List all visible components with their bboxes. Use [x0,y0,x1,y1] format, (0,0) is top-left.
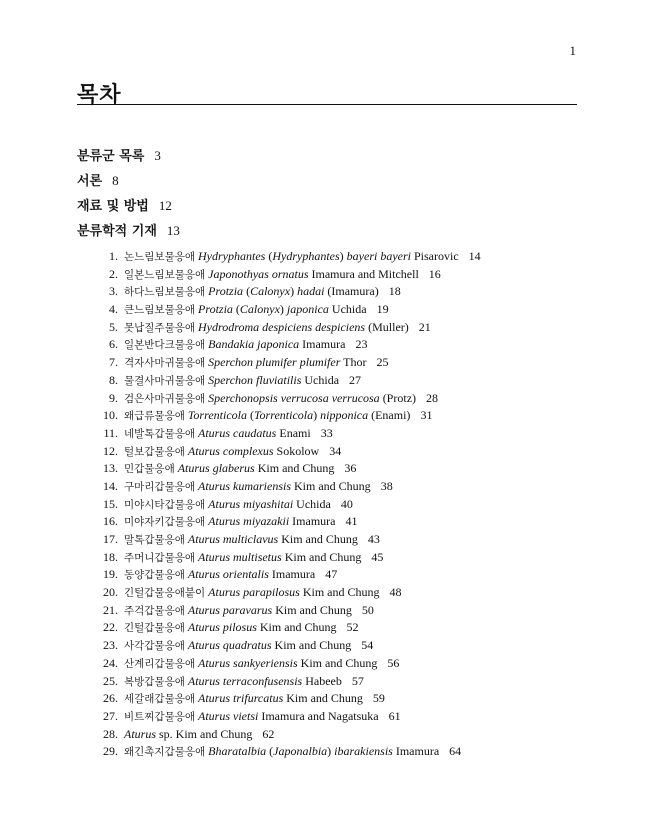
toc-entry: 3. 하다느림보물응애 Protzia (Calonyx) hadai (Imamura) 18 [96,283,481,301]
entry-number: 17. [103,532,118,546]
entry-page: 33 [320,425,333,440]
korean-name: 일본느림보물응애 [124,268,206,281]
korean-name: 미야자키갑물응애 [124,516,206,529]
korean-name: 하다느림보물응애 [124,286,206,299]
author-name: Uchida [331,302,367,317]
entry-number: 29. [103,744,118,759]
scientific-name: Hydrodroma despiciens despiciens [198,319,366,334]
toc-entry [96,372,481,390]
entry-page: 40 [340,496,353,511]
scientific-name: Hydryphantes [198,249,266,263]
toc-entry [96,478,481,496]
scientific-name: Aturus complexus [187,443,274,458]
korean-name: 못납질주물응애 [124,321,196,334]
entry-page: 34 [329,443,342,458]
toc-entry [96,690,481,708]
entry-number: 21. [103,602,118,617]
toc-entry [96,637,481,655]
subgenus-name: Japonalbia [273,744,328,759]
entry-page: 14 [468,249,481,263]
entry-page: 61 [388,708,401,723]
author-name: sp. Kim and Chung [159,726,253,741]
author-name: Enami [279,425,311,440]
entry-number: 6. [109,337,118,352]
scientific-name: Bandakia japonica [208,337,300,352]
scientific-name: Aturus multisetus [198,549,282,564]
toc-entry [96,602,481,620]
author-name: Imamura and Nagatsuka [261,708,379,723]
page-number: 1 [569,43,576,58]
korean-name: 논느림보물응애 [124,251,196,263]
author-name: Kim and Chung [259,620,337,635]
section-page: 12 [158,198,172,213]
korean-name: 긴털갑물응애 [124,622,185,635]
entry-number: 1. [109,249,118,263]
author-name: (Protz) [382,390,417,405]
species-epithet: ibarakiensis [334,744,393,759]
section-label: 재료 및 방법 [77,199,149,214]
toc-entry [96,496,481,514]
entry-page: 18 [388,284,401,299]
toc-entry [96,566,481,584]
toc-entry [96,443,481,461]
section-label: 분류학적 기재 [77,224,157,239]
scientific-name: Aturus trifurcatus [198,691,284,706]
scientific-name: Japonothyas ornatus [208,266,309,281]
toc-entry [96,513,481,531]
entry-number: 5. [109,319,118,334]
korean-name: 구마리갑물응애 [124,480,196,493]
entry-number: 12. [103,443,118,458]
korean-name: 미야시타갑물응애 [124,498,206,511]
entry-number: 10. [103,408,118,423]
author-name: Imamura [395,744,440,759]
entry-page: 28 [426,390,439,405]
entry-number: 7. [109,355,118,370]
entry-page: 38 [380,478,393,493]
species-epithet: hadai [297,284,325,299]
entry-number: 25. [103,673,118,688]
section-page: 13 [166,223,180,238]
scientific-name: Aturus kumariensis [198,478,292,493]
entry-number: 4. [109,302,118,317]
author-name: Imamura [302,337,346,352]
scientific-name: Sperchon fluviatilis [208,372,302,387]
korean-name: 물결사마귀물응애 [124,374,206,387]
author-name: Kim and Chung [286,691,363,706]
species-epithet: bayeri bayeri [346,249,411,263]
scientific-name: Torrenticola [187,408,247,423]
entry-page: 16 [428,266,441,281]
toc-entry [96,354,481,372]
section-item [77,221,180,246]
korean-name: 주걱갑물응애 [124,604,185,617]
scientific-name: Aturus quadratus [187,638,272,653]
toc-entry: 10. 왜급류물응애 Torrenticola (Torrenticola) nipponica (Enami) 31 [96,407,481,425]
toc-title: 목차 [77,83,122,108]
subgenus-name: Hydryphantes [272,249,340,263]
author-name: Imamura [271,567,316,582]
scientific-name: Aturus sankyeriensis [198,655,298,670]
section-item [77,171,180,196]
entry-page: 57 [351,673,364,688]
entry-number: 9. [109,390,118,405]
author-name: Kim and Chung [281,532,358,546]
entry-page: 21 [418,319,431,334]
entry-number: 3. [109,284,118,299]
korean-name: 비트찌갑물응애 [124,710,196,723]
scientific-name: Aturus miyashitai [208,496,294,511]
korean-name: 복방갑물응애 [124,675,185,688]
korean-name: 사각갑물응애 [124,640,185,653]
entry-page: 25 [376,355,389,370]
scientific-name: Protzia [198,302,233,317]
korean-name: 격자사마귀물응애 [124,357,206,370]
toc-entry [96,673,481,691]
scientific-name: Bharatalbia [208,744,267,759]
section-page: 3 [154,148,161,163]
entry-page: 56 [387,655,400,670]
author-name: Imamura and Mitchell [311,266,419,281]
toc-entry [96,531,481,549]
subgenus-name: Torrenticola [253,408,314,423]
entry-page: 62 [262,726,275,741]
korean-name: 동양갑물응애 [124,569,185,582]
author-name: (Imamura) [327,284,379,299]
toc-entry [96,584,481,602]
author-name: Uchida [304,372,340,387]
entry-page: 64 [449,744,462,759]
author-name: Kim and Chung [274,638,352,653]
korean-name: 말톡갑물응애 [124,534,185,546]
species-epithet: nipponica [320,408,369,423]
entry-number: 18. [103,549,118,564]
toc-entry [96,319,481,337]
species-epithet: japonica [286,302,329,317]
section-label: 서론 [77,174,103,189]
author-name: Kim and Chung [275,602,352,617]
scientific-name: Protzia [208,284,244,299]
entry-page: 50 [361,602,374,617]
author-name: (Muller) [368,319,409,334]
toc-entry: 4. 큰느림보물응애 Protzia (Calonyx) japonica Uchida 19 [96,301,481,319]
korean-name: 털보갑물응애 [124,445,185,458]
scientific-name: Aturus [124,726,157,741]
section-item [77,146,180,171]
author-name: Habeeb [305,673,342,688]
section-page: 8 [112,173,119,188]
author-name: Kim and Chung [302,585,380,600]
scientific-name: Aturus glaberus [177,461,255,476]
scientific-name: Aturus vietsi [198,708,259,723]
korean-name: 왜급류물응애 [124,410,185,423]
korean-name: 민갑물응애 [124,463,175,476]
author-name: Imamura [292,514,336,529]
entry-number: 11. [103,425,118,440]
korean-name: 왜긴촉지갑물응애 [124,746,206,759]
toc-entry: 1. 논느림보물응애 Hydryphantes (Hydryphantes) bayeri bayeri Pisarovic 14 [96,248,481,266]
toc-entry [96,549,481,567]
scientific-name: Aturus paravarus [187,602,273,617]
author-name: Kim and Chung [284,549,362,564]
entry-number: 22. [103,620,118,635]
entry-list [96,248,481,761]
scientific-name: Aturus terraconfusensis [187,673,303,688]
section-list [77,146,180,246]
toc-entry [96,726,481,744]
author-name: Thor [343,355,367,370]
scientific-name: Sperchonopsis verrucosa verrucosa [208,390,380,405]
entry-number: 19. [103,567,118,582]
entry-page: 43 [367,532,380,546]
korean-name: 큰느림보물응애 [124,304,196,317]
author-name: Uchida [296,496,331,511]
toc-entry [96,460,481,478]
subgenus-name: Calonyx [250,284,291,299]
entry-number: 20. [103,585,118,600]
korean-name: 주머니갑물응애 [124,551,196,564]
author-name: Pisarovic [413,249,459,263]
entry-number: 2. [109,266,118,281]
entry-number: 27. [103,708,118,723]
toc-entry [96,336,481,354]
entry-page: 36 [344,461,357,476]
scientific-name: Aturus caudatus [198,425,277,440]
author-name: Kim and Chung [300,655,378,670]
title-rule [77,104,577,105]
author-name: (Enami) [371,408,411,423]
entry-number: 23. [103,638,118,653]
toc-entry [96,390,481,408]
entry-page: 45 [371,549,384,564]
entry-page: 47 [325,567,338,582]
toc-entry [96,266,481,284]
entry-number: 15. [103,496,118,511]
entry-number: 24. [103,655,118,670]
scientific-name: Aturus orientalis [187,567,269,582]
scientific-name: Aturus parapilosus [208,585,300,600]
entry-page: 23 [355,337,368,352]
korean-name: 산계리갑물응애 [124,657,196,670]
entry-number: 8. [109,372,118,387]
toc-entry [96,425,481,443]
entry-page: 41 [345,514,358,529]
korean-name: 검은사마귀물응애 [124,392,206,405]
toc-entry: 29. 왜긴촉지갑물응애 Bharatalbia (Japonalbia) ibarakiensis Imamura 64 [96,743,481,761]
author-name: Sokolow [276,443,320,458]
entry-number: 14. [103,478,118,493]
entry-number: 13. [103,461,118,476]
subgenus-name: Calonyx [239,302,280,317]
korean-name: 일본반다크물응애 [124,339,206,352]
scientific-name: Aturus miyazakii [208,514,290,529]
scientific-name: Aturus pilosus [187,620,257,635]
section-label: 분류군 목록 [77,149,145,164]
entry-number: 26. [103,691,118,706]
author-name: Kim and Chung [294,478,371,493]
scientific-name: Aturus multiclavus [187,532,279,546]
entry-page: 54 [361,638,374,653]
scientific-name: Sperchon plumifer plumifer [208,355,341,370]
section-item [77,196,180,221]
entry-page: 59 [372,691,385,706]
korean-name: 세갈래갑물응애 [124,693,196,706]
korean-name: 네발톡갑물응애 [124,427,196,440]
korean-name: 긴털갑물응애붙이 [124,587,206,600]
toc-entry [96,655,481,673]
entry-number: 16. [103,514,118,529]
entry-page: 48 [389,585,402,600]
entry-page: 27 [349,372,362,387]
toc-entry [96,708,481,726]
toc-entry [96,619,481,637]
entry-page: 31 [420,408,433,423]
entry-number: 28. [103,726,118,741]
entry-page: 52 [346,620,359,635]
author-name: Kim and Chung [257,461,335,476]
entry-page: 19 [376,302,389,317]
